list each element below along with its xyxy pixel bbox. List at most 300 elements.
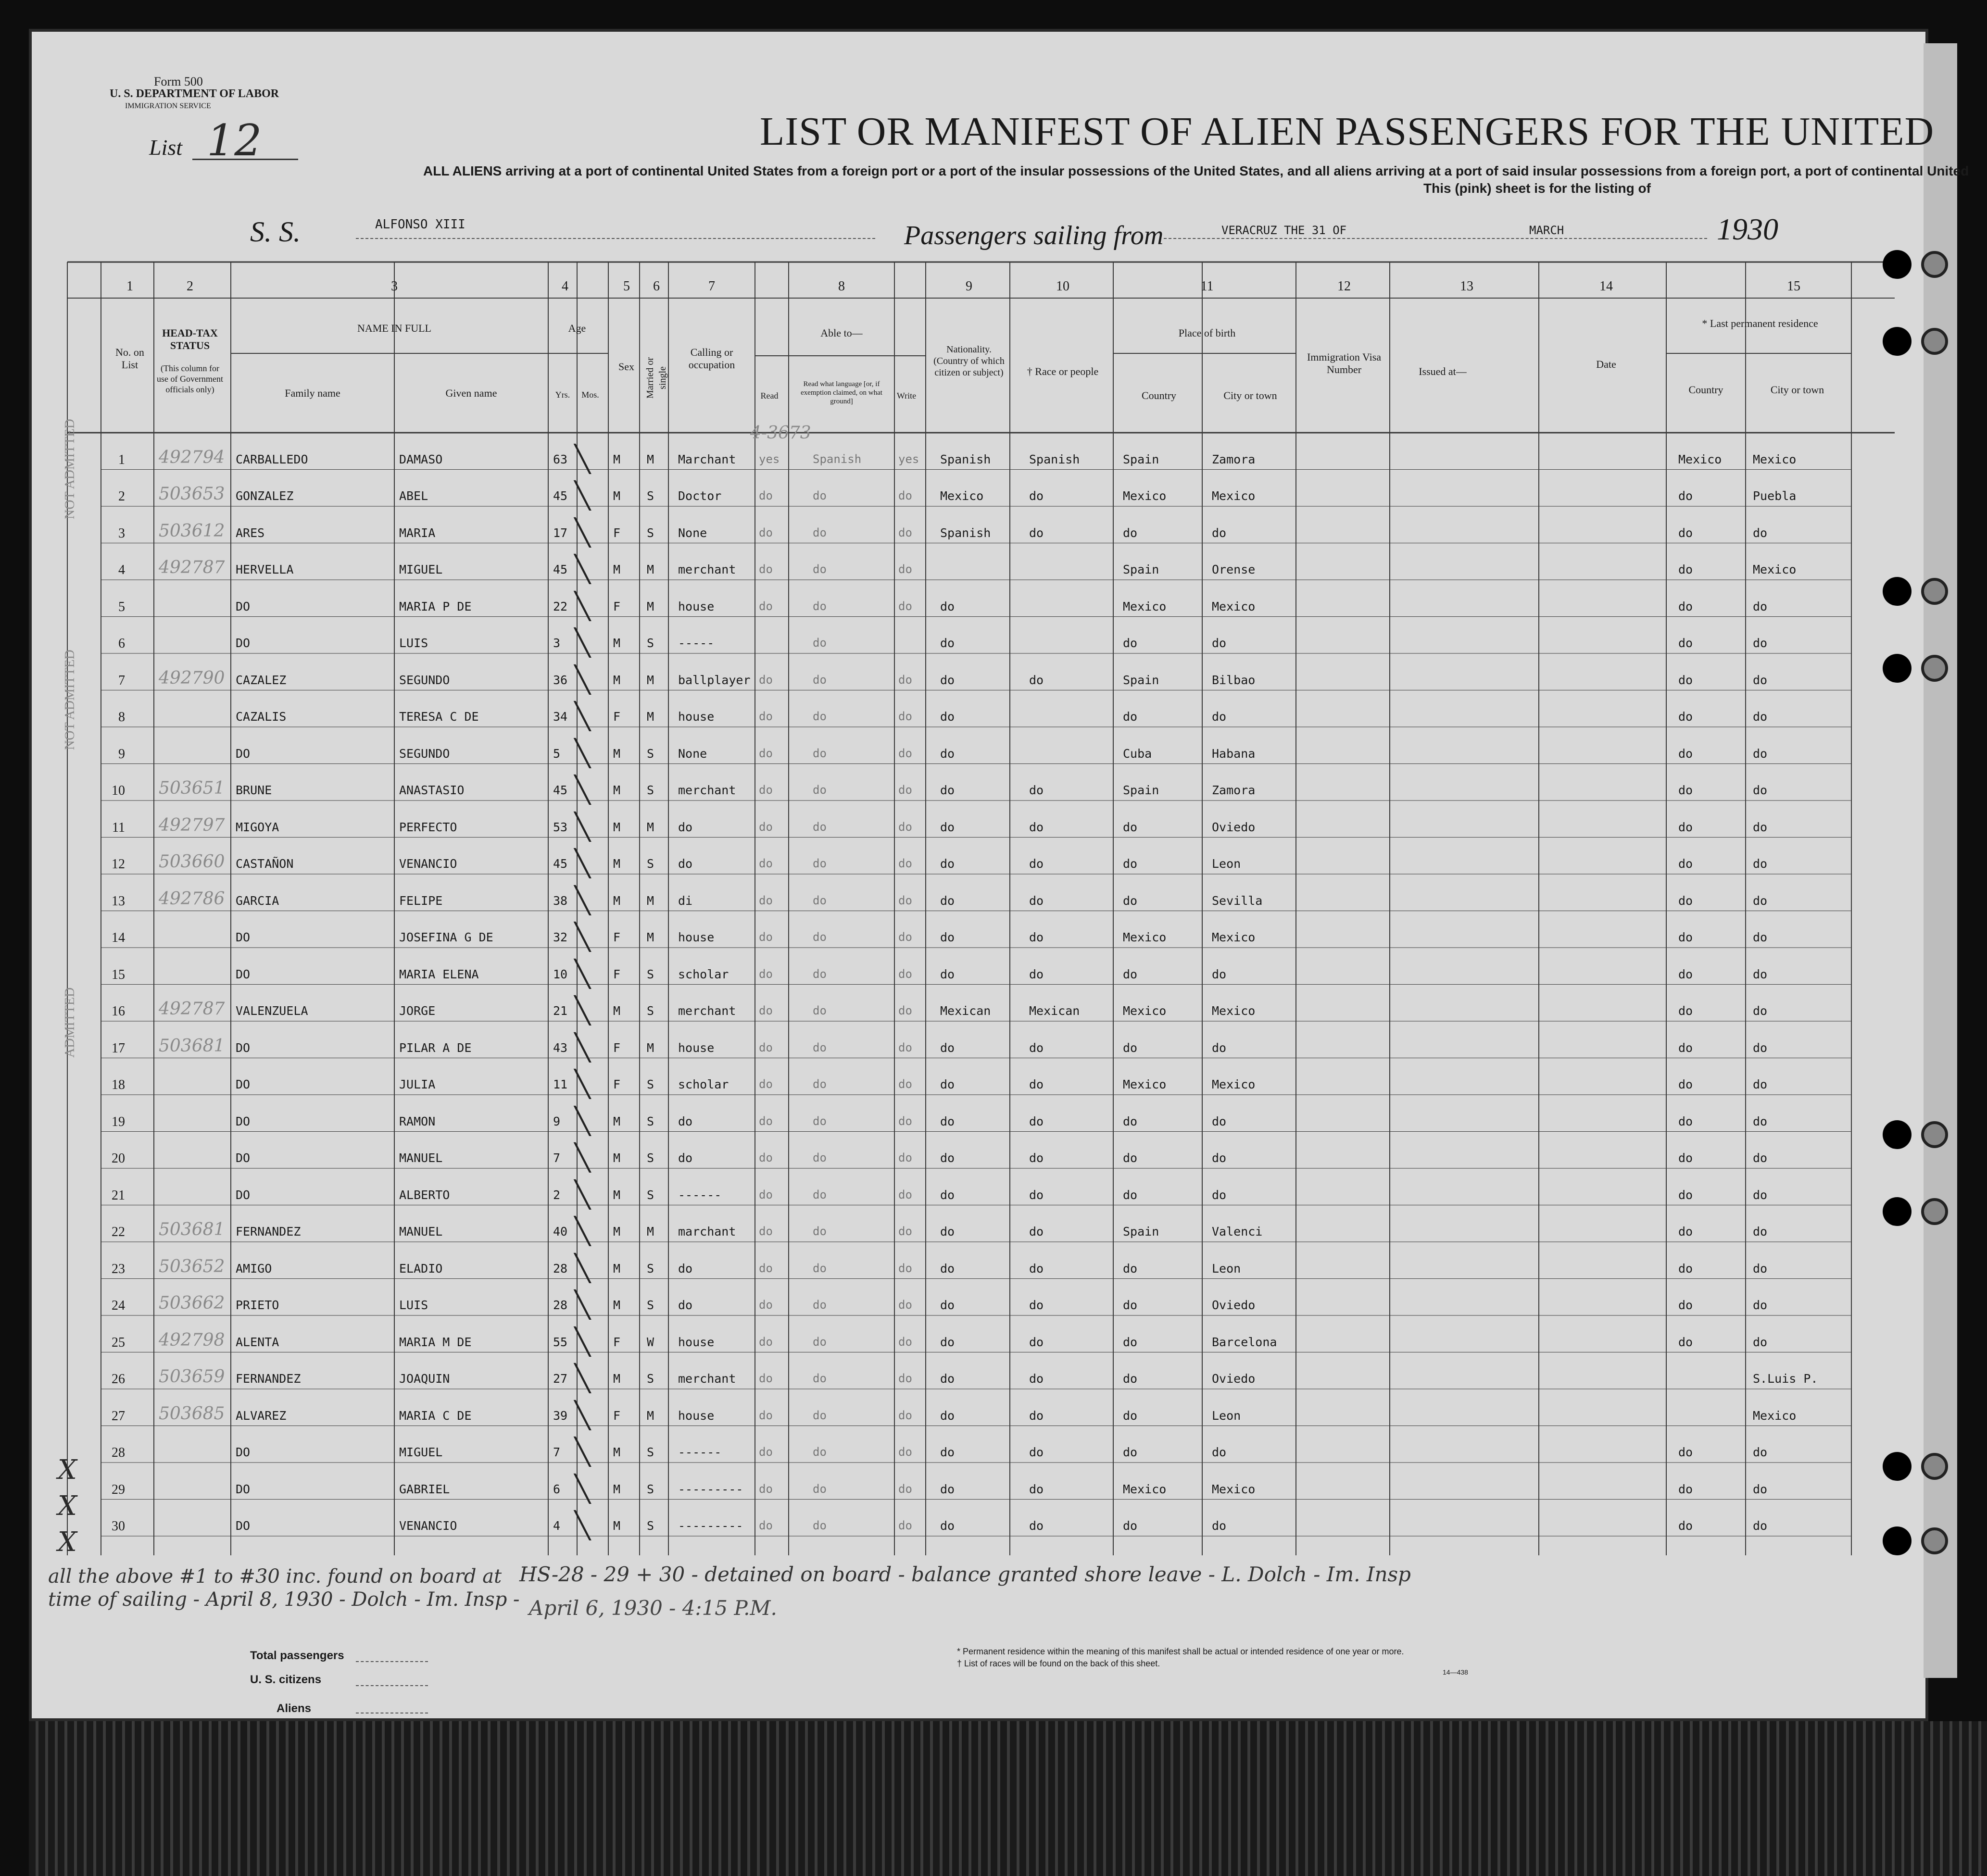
check-mark: ╲ (575, 1437, 591, 1467)
residence-city: Mexico (1753, 452, 1797, 466)
can-write: do (898, 1077, 912, 1091)
form-code: 14—438 (1443, 1668, 1468, 1676)
race: do (1029, 857, 1044, 871)
race: do (1029, 1077, 1044, 1091)
row-number: 9 (118, 746, 125, 762)
family-name: AMIGO (236, 1261, 272, 1276)
check-mark: ╲ (575, 1473, 591, 1504)
read-language: do (813, 1519, 827, 1532)
check-mark: ╲ (575, 922, 591, 952)
given-name: MANUEL (399, 1151, 443, 1165)
head-tax-number: 503685 (159, 1403, 225, 1424)
birth-city: Zamora (1212, 783, 1256, 797)
can-write: do (898, 1225, 912, 1238)
marital-status: S (647, 1114, 654, 1128)
age-years: 40 (553, 1225, 568, 1238)
birth-country: do (1123, 1298, 1138, 1312)
read-language: do (813, 1335, 827, 1349)
punch-hole (1921, 1121, 1948, 1148)
nationality: Spanish (940, 525, 991, 540)
row-number: 30 (112, 1519, 125, 1534)
row-number: 1 (118, 452, 125, 467)
age-years: 32 (553, 930, 568, 944)
check-mark: ╲ (575, 848, 591, 878)
birth-country: do (1123, 1335, 1138, 1349)
nationality: do (940, 673, 955, 687)
family-name: PRIETO (236, 1298, 279, 1312)
race: do (1029, 893, 1044, 908)
nationality: do (940, 1335, 955, 1349)
birth-city: Mexico (1212, 489, 1256, 503)
age-years: 6 (553, 1482, 561, 1496)
marital-status: S (647, 857, 654, 871)
nationality: do (940, 1077, 955, 1091)
row-number: 2 (118, 489, 125, 504)
race: do (1029, 1445, 1044, 1459)
head-tax-number: 492787 (159, 999, 225, 1019)
sex: F (613, 599, 621, 613)
marital-status: S (647, 746, 654, 761)
sex: M (613, 746, 621, 761)
age-years: 7 (553, 1445, 561, 1459)
can-read: do (759, 563, 773, 576)
read-language: do (813, 820, 827, 834)
race: do (1029, 1040, 1044, 1055)
family-name: DO (236, 1114, 251, 1128)
header-nationality: Nationality. (Country of which citizen or subject) (933, 344, 1005, 378)
residence-city: do (1753, 673, 1768, 687)
birth-city: Mexico (1212, 599, 1256, 613)
can-write: do (898, 746, 912, 760)
marital-status: M (647, 673, 654, 687)
age-years: 17 (553, 525, 568, 540)
punch-hole (1883, 577, 1912, 606)
read-language: do (813, 673, 827, 687)
sex: M (613, 1225, 621, 1238)
birth-country: Mexico (1123, 930, 1167, 944)
age-years: 45 (553, 857, 568, 871)
service-name: IMMIGRATION SERVICE (125, 102, 211, 110)
marital-status: S (647, 1298, 654, 1312)
header-read-language: Read what language [or, if exemption claimed, on what ground] (801, 380, 882, 405)
residence-city: do (1753, 1151, 1768, 1165)
occupation: do (678, 1151, 693, 1165)
check-mark: ╲ (575, 1142, 591, 1173)
birth-city: Mexico (1212, 930, 1256, 944)
residence-country: do (1678, 967, 1693, 981)
age-years: 5 (553, 746, 561, 761)
can-read: do (759, 1335, 773, 1349)
occupation: do (678, 1261, 693, 1276)
can-read: do (759, 1445, 773, 1459)
birth-country: do (1123, 893, 1138, 908)
header-read: Read (760, 391, 779, 400)
header-race: † Race or people (1027, 365, 1099, 377)
can-read: do (759, 525, 773, 539)
check-mark: ╲ (575, 480, 591, 511)
column-number: 8 (838, 279, 845, 294)
nationality: do (940, 783, 955, 797)
marital-status: S (647, 636, 654, 650)
age-years: 53 (553, 820, 568, 834)
marital-status: M (647, 563, 654, 576)
sex: M (613, 1004, 621, 1018)
occupation: merchant (678, 1372, 736, 1386)
can-write: do (898, 1114, 912, 1128)
residence-country: do (1678, 1077, 1693, 1091)
race: do (1029, 1151, 1044, 1165)
nationality: do (940, 1408, 955, 1423)
punch-hole (1921, 1453, 1948, 1480)
check-mark: ╲ (575, 1289, 591, 1320)
race: do (1029, 1372, 1044, 1386)
residence-country: do (1678, 783, 1693, 797)
family-name: DO (236, 967, 251, 981)
check-mark: ╲ (575, 775, 591, 805)
occupation: scholar (678, 967, 729, 981)
marital-status: S (647, 1004, 654, 1018)
occupation: house (678, 599, 715, 613)
age-years: 34 (553, 710, 568, 724)
given-name: MIGUEL (399, 1445, 443, 1459)
x-mark: X (58, 1526, 77, 1558)
family-name: DO (236, 636, 251, 650)
nationality: do (940, 893, 955, 908)
x-mark: X (58, 1454, 77, 1486)
marital-status: S (647, 525, 654, 540)
age-years: 63 (553, 452, 568, 466)
family-name: DO (236, 1077, 251, 1091)
marital-status: M (647, 1225, 654, 1238)
residence-country: do (1678, 1151, 1693, 1165)
birth-country: Mexico (1123, 489, 1167, 503)
sex: M (613, 893, 621, 908)
birth-city: do (1212, 1519, 1227, 1533)
read-language: do (813, 1372, 827, 1385)
read-language: do (813, 857, 827, 870)
can-read: do (759, 1188, 773, 1201)
row-number: 23 (112, 1261, 125, 1276)
row-number: 27 (112, 1408, 125, 1424)
given-name: PERFECTO (399, 820, 457, 834)
punch-hole (1921, 251, 1948, 278)
column-number: 11 (1200, 279, 1214, 294)
row-number: 25 (112, 1335, 125, 1350)
given-name: MARIA (399, 525, 436, 540)
birth-city: Mexico (1212, 1482, 1256, 1496)
can-write: do (898, 1040, 912, 1054)
stamp-not-admitted: NOT ADMITTED (63, 650, 77, 750)
can-write: do (898, 1408, 912, 1422)
check-mark: ╲ (575, 1105, 591, 1136)
check-mark: ╲ (575, 1363, 591, 1393)
marital-status: S (647, 967, 654, 981)
marital-status: M (647, 930, 654, 944)
nationality: do (940, 1225, 955, 1238)
read-language: do (813, 1261, 827, 1275)
check-mark: ╲ (575, 1216, 591, 1246)
header-birth-country: Country (1141, 389, 1177, 401)
nationality: do (940, 1372, 955, 1386)
header-place-of-birth: Place of birth (1178, 327, 1236, 339)
row-number: 7 (118, 673, 125, 688)
nationality: do (940, 636, 955, 650)
header-write: Write (896, 391, 917, 400)
can-write: do (898, 710, 912, 723)
column-number: 15 (1787, 279, 1800, 294)
can-read: do (759, 857, 773, 870)
sailing-label: Passengers sailing from (904, 221, 1164, 250)
read-language: do (813, 1225, 827, 1238)
birth-country: do (1123, 1372, 1138, 1386)
can-write: do (898, 857, 912, 870)
age-years: 4 (553, 1519, 561, 1533)
page-title: LIST OR MANIFEST OF ALIEN PASSENGERS FOR THE UNITED (760, 109, 1935, 154)
birth-city: Zamora (1212, 452, 1256, 466)
given-name: MARIA M DE (399, 1335, 472, 1349)
given-name: MANUEL (399, 1225, 443, 1238)
check-mark: ╲ (575, 958, 591, 989)
head-tax-number: 492787 (159, 558, 225, 577)
sex: M (613, 1482, 621, 1496)
given-name: VENANCIO (399, 1519, 457, 1533)
birth-city: Orense (1212, 563, 1256, 576)
sex: M (613, 1519, 621, 1533)
residence-country: do (1678, 1335, 1693, 1349)
residence-country: do (1678, 1040, 1693, 1055)
row-number: 5 (118, 599, 125, 614)
sex: M (613, 563, 621, 576)
occupation: --------- (678, 1519, 743, 1533)
residence-city: Mexico (1753, 563, 1797, 576)
form-number: Form 500 (154, 75, 203, 88)
given-name: JORGE (399, 1004, 436, 1018)
can-write: do (898, 783, 912, 797)
read-language: do (813, 710, 827, 723)
sex: M (613, 673, 621, 687)
birth-country: Spain (1123, 452, 1159, 466)
punch-hole (1921, 655, 1948, 682)
check-mark: ╲ (575, 701, 591, 731)
header-given-name: Given name (445, 387, 497, 399)
birth-country: do (1123, 1040, 1138, 1055)
aliens-label: Aliens (277, 1702, 312, 1715)
column-number: 10 (1056, 279, 1069, 294)
residence-city: do (1753, 636, 1768, 650)
read-language: do (813, 599, 827, 613)
birth-country: Mexico (1123, 1482, 1167, 1496)
sex: F (613, 710, 621, 724)
age-years: 11 (553, 1077, 568, 1091)
given-name: MARIA ELENA (399, 967, 479, 981)
head-tax-number: 503612 (159, 521, 225, 541)
can-write: do (898, 930, 912, 944)
given-name: ALBERTO (399, 1188, 450, 1202)
given-name: GABRIEL (399, 1482, 450, 1496)
can-read: do (759, 1114, 773, 1128)
ship-label: S. S. (250, 216, 301, 248)
occupation: ballplayer (678, 673, 751, 687)
residence-country: Mexico (1678, 452, 1722, 466)
residence-city: Puebla (1753, 489, 1797, 503)
occupation: ------ (678, 1445, 722, 1459)
row-number: 4 (118, 563, 125, 577)
birth-country: Spain (1123, 1225, 1159, 1238)
check-mark: ╲ (575, 1069, 591, 1099)
residence-city: do (1753, 1114, 1768, 1128)
sex: M (613, 1372, 621, 1386)
marital-status: S (647, 1077, 654, 1091)
can-read: do (759, 1151, 773, 1164)
age-years: 36 (553, 673, 568, 687)
punch-hole (1883, 654, 1912, 683)
occupation: None (678, 525, 707, 540)
header-age-years: Yrs. (555, 390, 570, 400)
can-read: do (759, 489, 773, 502)
head-tax-number: 503652 (159, 1256, 225, 1276)
header-age-months: Mos. (581, 390, 599, 400)
row-number: 18 (112, 1077, 125, 1092)
us-citizens-label: U. S. citizens (250, 1673, 322, 1686)
family-name: DO (236, 930, 251, 944)
read-language: do (813, 1040, 827, 1054)
family-name: CAZALIS (236, 710, 287, 724)
family-name: GARCIA (236, 893, 279, 908)
given-name: FELIPE (399, 893, 443, 908)
sheet-note: This (pink) sheet is for the listing of (1423, 181, 1651, 196)
given-name: ANASTASIO (399, 783, 465, 797)
birth-city: do (1212, 710, 1227, 724)
stamp-not-admitted: NOT ADMITTED (63, 419, 77, 519)
occupation: di (678, 893, 693, 908)
nationality: do (940, 857, 955, 871)
department-name: U. S. DEPARTMENT OF LABOR (110, 88, 279, 100)
residence-country: do (1678, 563, 1693, 576)
can-write: do (898, 1519, 912, 1532)
sex: F (613, 1040, 621, 1055)
race: do (1029, 930, 1044, 944)
residence-city: do (1753, 525, 1768, 540)
pencil-note: 4-3673 (750, 423, 811, 443)
header-date: Date (1596, 358, 1616, 370)
footnote: * Permanent residence within the meaning of this manifest shall be actual or intended residence of one year or more. (957, 1647, 1404, 1656)
residence-country: do (1678, 930, 1693, 944)
marital-status: S (647, 1445, 654, 1459)
birth-country: Spain (1123, 783, 1159, 797)
birth-city: do (1212, 1445, 1227, 1459)
family-name: ALENTA (236, 1335, 279, 1349)
nationality: do (940, 1040, 955, 1055)
handwritten-note: all the above #1 to #30 inc. found on board at time of sailing - April 8, 1930 - Dolch - Im. Insp - (48, 1565, 520, 1611)
read-language: do (813, 1298, 827, 1312)
birth-city: do (1212, 1151, 1227, 1165)
row-number: 12 (112, 857, 125, 872)
ship-name: ALFONSO XIII (375, 217, 465, 232)
race: do (1029, 1114, 1044, 1128)
punch-hole (1883, 250, 1912, 279)
can-write: do (898, 893, 912, 907)
check-mark: ╲ (575, 590, 591, 621)
race: do (1029, 967, 1044, 981)
marital-status: M (647, 1040, 654, 1055)
head-tax-number: 492794 (159, 447, 225, 467)
birth-country: do (1123, 1151, 1138, 1165)
can-read: yes (759, 452, 780, 466)
marital-status: S (647, 489, 654, 503)
birth-country: do (1123, 636, 1138, 650)
given-name: JULIA (399, 1077, 436, 1091)
header-head-tax: HEAD-TAX STATUS (162, 327, 218, 351)
can-write: do (898, 525, 912, 539)
residence-city: do (1753, 1482, 1768, 1496)
age-years: 45 (553, 783, 568, 797)
row-number: 11 (112, 820, 125, 835)
residence-country: do (1678, 1114, 1693, 1128)
birth-city: Valenci (1212, 1225, 1263, 1238)
birth-city: Bilbao (1212, 673, 1256, 687)
residence-country: do (1678, 673, 1693, 687)
family-name: ARES (236, 525, 265, 540)
residence-country: do (1678, 710, 1693, 724)
header-issued-at: Issued at— (1419, 365, 1467, 377)
given-name: ELADIO (399, 1261, 443, 1276)
nationality: do (940, 710, 955, 724)
race: do (1029, 1225, 1044, 1238)
nationality: do (940, 1151, 955, 1165)
family-name: GONZALEZ (236, 489, 294, 503)
can-read: do (759, 1298, 773, 1312)
row-number: 17 (112, 1040, 125, 1056)
residence-country: do (1678, 1519, 1693, 1533)
given-name: SEGUNDO (399, 673, 450, 687)
family-name: BRUNE (236, 783, 272, 797)
check-mark: ╲ (575, 1326, 591, 1357)
can-read: do (759, 1040, 773, 1054)
given-name: VENANCIO (399, 857, 457, 871)
can-write: do (898, 1004, 912, 1017)
row-number: 24 (112, 1298, 125, 1313)
birth-city: Habana (1212, 746, 1256, 761)
given-name: SEGUNDO (399, 746, 450, 761)
punch-hole (1883, 1120, 1912, 1149)
header-visa-number: Immigration Visa Number (1307, 351, 1382, 375)
family-name: DO (236, 1482, 251, 1496)
punch-hole (1883, 1452, 1912, 1481)
residence-city: do (1753, 1445, 1768, 1459)
occupation: Marchant (678, 452, 736, 466)
birth-country: Mexico (1123, 1004, 1167, 1018)
head-tax-number: 492797 (159, 815, 225, 835)
can-write: do (898, 1188, 912, 1201)
age-years: 2 (553, 1188, 561, 1202)
row-number: 13 (112, 893, 125, 909)
check-mark: ╲ (575, 1032, 591, 1063)
nationality: do (940, 930, 955, 944)
head-tax-number: 492798 (159, 1330, 225, 1350)
residence-country: do (1678, 636, 1693, 650)
sex: M (613, 1445, 621, 1459)
family-name: MIGOYA (236, 820, 279, 834)
read-language: do (813, 893, 827, 907)
read-language: Spanish (813, 452, 862, 466)
age-years: 3 (553, 636, 561, 650)
marital-status: S (647, 1188, 654, 1202)
given-name: LUIS (399, 1298, 428, 1312)
occupation: Doctor (678, 489, 722, 503)
marital-status: M (647, 1408, 654, 1423)
punch-hole (1921, 328, 1948, 355)
sex: F (613, 967, 621, 981)
